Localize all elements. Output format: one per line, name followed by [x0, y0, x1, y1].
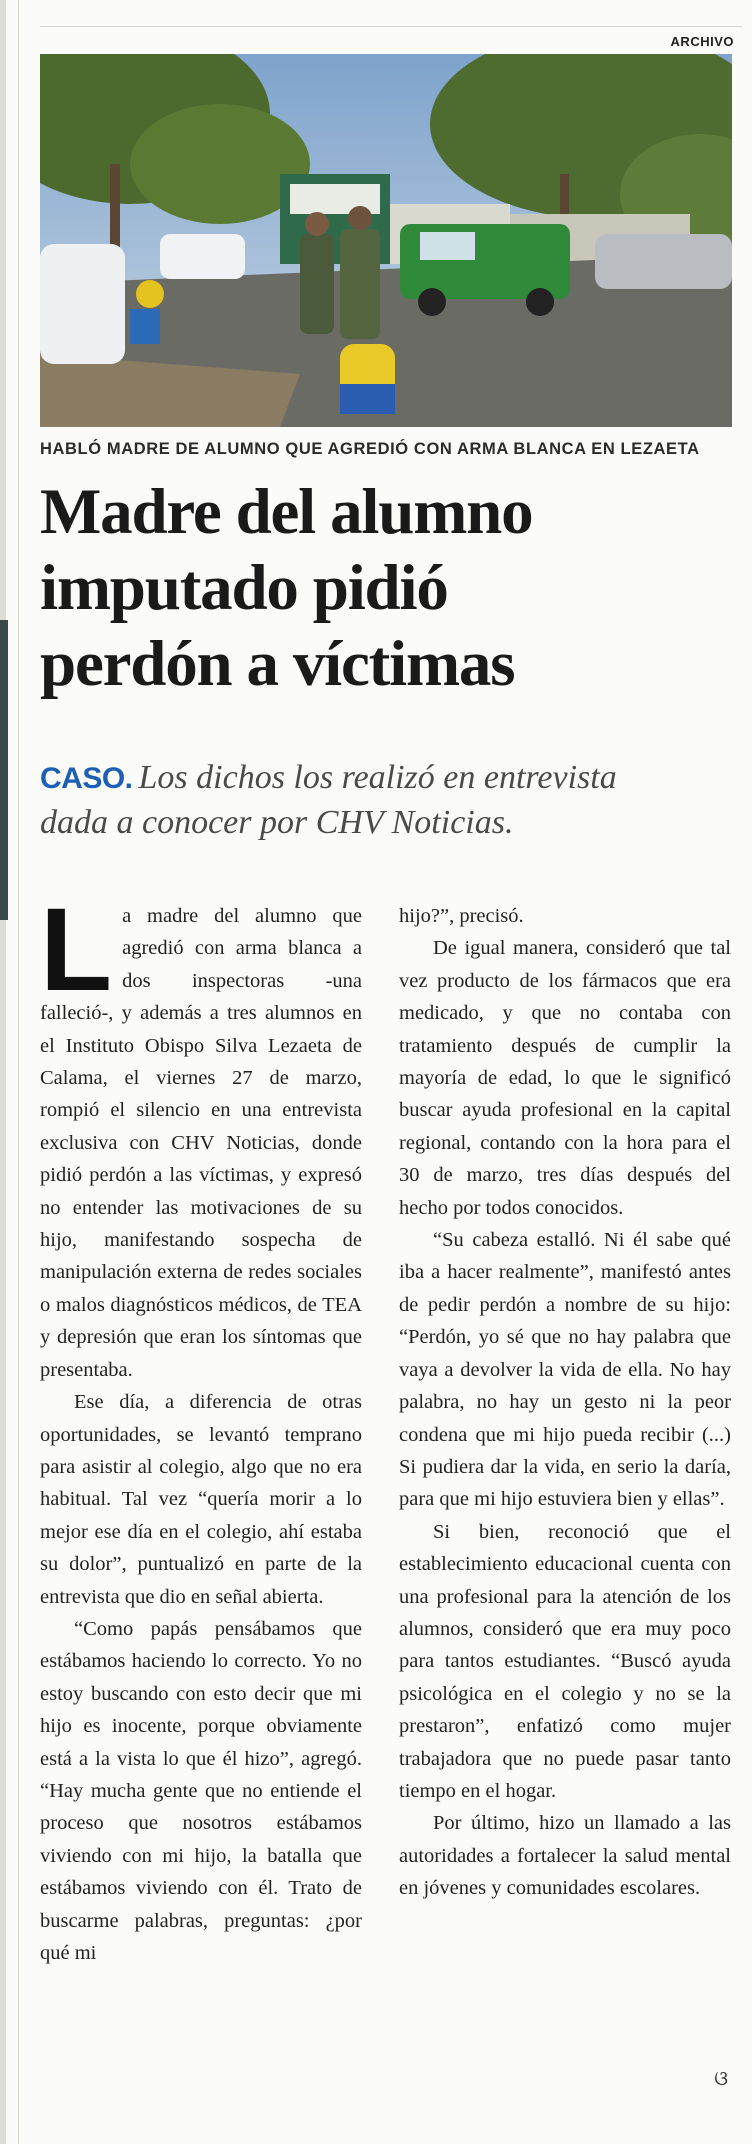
page-edge-shadow [0, 620, 8, 920]
headline-line-2: imputado pidió [40, 552, 448, 624]
headline-line-3: perdón a víctimas [40, 628, 515, 700]
paragraph-6: Si bien, reconoció que el establecimiento educacional cuenta con una profesional para la atención de los alumnos, consideró que era muy poco para tantos estudiantes. “Buscó ayuda psicológica en el colegio y no se la prestaron”, enfatizó como mujer trabajadora que no puede pasar tanto tiempo en el hogar. [399, 1520, 731, 1802]
deck-subheadline [40, 756, 740, 845]
article-column-left [40, 884, 362, 1969]
top-rule [40, 26, 742, 27]
paragraph-7: Por último, hizo un llamado a las autoridades a fortalecer la salud mental en jóvenes y comunidades escolares. [399, 1812, 731, 1900]
deck-line-1 [40, 756, 740, 801]
drop-cap: L [40, 884, 113, 1016]
paragraph-4: De igual manera, consideró que tal vez producto de los fármacos que era medicado, y que no contaba con tratamiento después de cumplir la mayoría de edad, lo que le significó buscar ayuda profesional en la capital regional, contando con la hora para el 30 de marzo, tres días después del hecho por todos conocidos. [399, 937, 731, 1219]
article-column-right [399, 900, 731, 1905]
paragraph-3: “Como papás pensábamos que estábamos haciendo lo correcto. Yo no estoy buscando con esto decir que mi hijo es inocente, porque obviamente está a la vista lo que él hizo”, agregó. “Hay mucha gente que no entiende el proceso que nosotros estábamos viviendo con mi hijo, la batalla que estábamos viviendo con él. Trato de buscarme palabras, preguntas: ¿por qué mi [40, 1617, 362, 1964]
column-divider-rule [18, 0, 19, 2144]
photo-caption: HABLÓ MADRE DE ALUMNO QUE AGREDIÓ CON ARMA BLANCA EN LEZAETA [40, 440, 700, 458]
headline-line-1: Madre del alumno [40, 476, 533, 548]
paragraph-2: Ese día, a diferencia de otras oportunidades, se levantó temprano para asistir al colegio, algo que no era habitual. Tal vez “quería morir a lo mejor ese día en el colegio, ahí estaba su dolor”, puntualizó en parte de la entrevista que dio en señal abierta. [40, 1391, 362, 1608]
paragraph-1-text: a madre del alumno que agredió con arma blanca a dos inspectoras -una falleció-, y además a tres alumnos en el Instituto Obispo Silva Lezaeta de Calama, el viernes 27 de marzo, rompió el silencio en una entrevista exclusiva con CHV Noticias, donde pidió perdón a las víctimas, y expresó no entender las motivaciones de su hijo, manifestando sospecha de manipulación externa de redes sociales o malos diagnósticos médicos, de TEA y depresión que eran los síntomas que presentaba. [40, 905, 362, 1381]
paragraph-5: “Su cabeza estalló. Ni él sabe qué iba a hacer realmente”, manifestó antes de pedir perdón a nombre de su hijo: “Perdón, yo sé que no hay palabra que vaya a devolver la vida de ella. No hay palabra, no hay un gesto ni la peor condena que mi hijo pueda recibir (...) Si pudiera dar la vida, en serio la daría, para que mi hijo estuviera bien y ellas”. [399, 1229, 731, 1511]
paragraph-3-continued: hijo?”, precisó. [399, 905, 524, 927]
headline [40, 474, 740, 702]
page-edge [0, 0, 6, 2144]
deck-text-1: Los dichos los realizó en entrevista [138, 759, 617, 796]
news-photo [40, 54, 732, 427]
end-mark-icon: ଓ [714, 2066, 728, 2090]
street-scene-photo [40, 54, 732, 427]
section-tag: CASO. [40, 762, 133, 795]
paragraph-1 [40, 884, 362, 1386]
deck-line-2: dada a conocer por CHV Noticias. [40, 804, 514, 841]
photo-credit: ARCHIVO [670, 34, 734, 49]
